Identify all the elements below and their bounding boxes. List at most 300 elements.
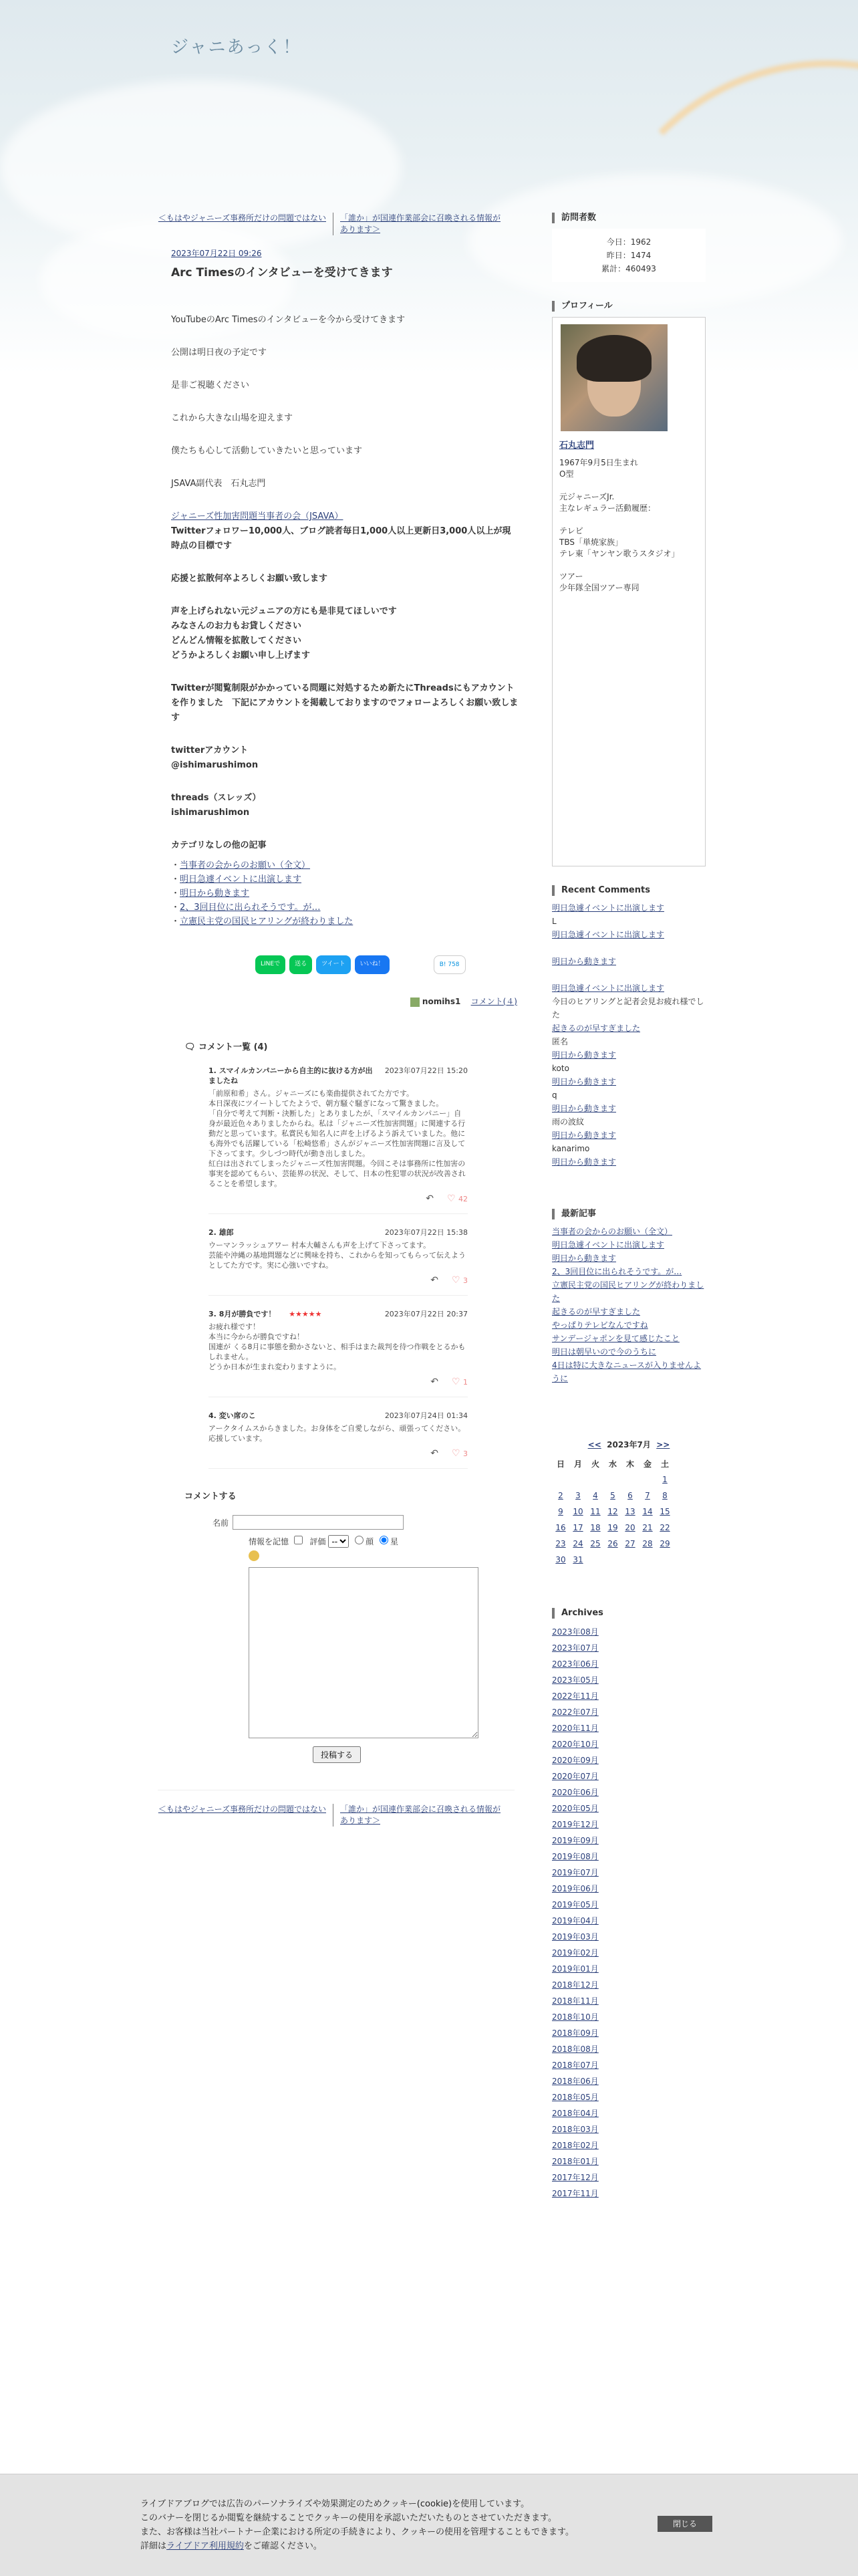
calendar-day[interactable] bbox=[639, 1520, 656, 1536]
comment-name: スマイルカンパニーから自主的に抜ける方が出ましたね bbox=[208, 1066, 373, 1085]
comment-date: 2023年07月22日 20:37 bbox=[384, 1310, 468, 1318]
recent-comment-author: kanarimo bbox=[552, 1144, 590, 1153]
calendar-day-number[interactable]: 29 bbox=[660, 1539, 670, 1548]
latest-link[interactable]: サンデージャポンを見て感じたこと bbox=[552, 1334, 680, 1343]
comment-text: ウーマンラッシュアワー 村本大輔さんも声を上げて下さってます。 芸能や沖縄の基地問題などに興味を持ち、これからを知ってもらって伝えようとしてた方です。実に心強いですね。 bbox=[208, 1241, 466, 1270]
archive-entry bbox=[552, 2025, 706, 2041]
bottom-pager bbox=[158, 1790, 515, 1827]
latest-entry bbox=[552, 1238, 706, 1252]
calendar-day bbox=[621, 1552, 639, 1568]
latest-entry bbox=[552, 1318, 706, 1332]
related-link[interactable]: 明日から動きます bbox=[180, 889, 250, 899]
calendar-day-number[interactable]: 8 bbox=[662, 1491, 668, 1500]
calendar-day[interactable] bbox=[621, 1504, 639, 1520]
calendar-day-number[interactable]: 24 bbox=[573, 1539, 583, 1548]
comment-count-link[interactable]: コメント(４) bbox=[470, 997, 517, 1006]
calendar-day bbox=[552, 1472, 569, 1488]
recent-comment-entry bbox=[552, 928, 706, 941]
article-bold-block: 声を上げられない元ジュニアの方にも是非見てほしいです みなさんのお力もお貸しください どんどん情報を拡散してください どうかよろしくお願い申し上げます bbox=[171, 606, 397, 661]
archive-entry bbox=[552, 2073, 706, 2089]
comment-actions bbox=[208, 1194, 468, 1204]
archive-entry bbox=[552, 1833, 706, 1849]
comment-text: 「前原和希」さん。ジャニーズにも楽曲提供されてた方です。 本日深夜にツイートしてたようで、朝方騒ぐ騒ぎになって驚きました。 「自分で考えて判断・決断した」とありましたが、「スマイルカンパニー」自身が最近色々ありましたからね。私は「ジャニーズ性加害問題」に関連する行動だと思っています。私賞民も知名人に声を上げるよう訴えていました。他にも海外でも活躍している「松崎悠希」さんがジャニーズ性加害問題に言及して下さってます。少しづつ時代が動き出しました。 紅白は出されてしまったジャニーズ性加害問題。今回こそは事務所に性加害の事実を認めてもらい、芸能界の状況、そして、日本の性犯罪の状況が改善されることを希望します。 bbox=[208, 1089, 466, 1188]
related-link[interactable]: 明日急遽イベントに出演します bbox=[180, 874, 302, 885]
latest-entry bbox=[552, 1265, 706, 1278]
archive-entry bbox=[552, 2137, 706, 2153]
archive-link[interactable]: 2019年07月 bbox=[552, 1868, 599, 1877]
latest-entry bbox=[552, 1345, 706, 1359]
archive-link[interactable]: 2022年11月 bbox=[552, 1691, 599, 1701]
line-send-button[interactable]: 送る bbox=[289, 955, 312, 974]
cookie-line-4-post: をご確認ください。 bbox=[243, 2541, 322, 2551]
calendar-day[interactable] bbox=[656, 1472, 674, 1488]
share-buttons bbox=[171, 955, 519, 974]
archive-link[interactable]: 2018年04月 bbox=[552, 2109, 599, 2118]
recent-comment-link[interactable]: 明日から動きます bbox=[552, 1050, 617, 1060]
archive-link[interactable]: 2020年09月 bbox=[552, 1756, 599, 1765]
calendar-day-number[interactable]: 14 bbox=[642, 1507, 653, 1516]
calendar-day[interactable] bbox=[604, 1520, 621, 1536]
archive-entry bbox=[552, 1688, 706, 1704]
archive-entry bbox=[552, 1640, 706, 1656]
recent-comment-link[interactable]: 明日から動きます bbox=[552, 957, 617, 966]
calendar-day[interactable] bbox=[639, 1504, 656, 1520]
calendar-weekday: 月 bbox=[573, 1459, 582, 1469]
calendar-day-number[interactable]: 15 bbox=[660, 1507, 670, 1516]
site-title[interactable]: ジャニあっく！ bbox=[171, 37, 302, 57]
calendar-day-number[interactable]: 22 bbox=[660, 1523, 670, 1532]
archive-link[interactable]: 2018年09月 bbox=[552, 2028, 599, 2038]
comment-header bbox=[208, 1411, 468, 1421]
recent-comment-entry bbox=[552, 968, 706, 981]
comment-item bbox=[208, 1066, 468, 1214]
tweet-button[interactable]: ツイート bbox=[316, 955, 351, 974]
archive-link[interactable]: 2018年12月 bbox=[552, 1980, 599, 1990]
prev-article-link-bottom[interactable]: ＜もはやジャニーズ事務所だけの問題ではない bbox=[158, 1804, 326, 1814]
article-paragraph: JSAVA副代表 石丸志門 bbox=[171, 479, 266, 489]
recent-comment-link[interactable]: 明日急遽イベントに出演します bbox=[552, 983, 665, 993]
star-label: 星 bbox=[390, 1537, 399, 1546]
archive-link[interactable]: 2018年01月 bbox=[552, 2157, 599, 2166]
comment-textarea[interactable] bbox=[249, 1567, 478, 1738]
archive-entry bbox=[552, 1977, 706, 1993]
latest-link[interactable]: 4日は特に大きなニュースが入りませんように bbox=[552, 1361, 702, 1383]
archive-link[interactable]: 2019年02月 bbox=[552, 1948, 599, 1958]
latest-link[interactable]: 立憲民主党の国民ヒアリングが終わりました bbox=[552, 1280, 704, 1303]
archive-entry bbox=[552, 2170, 706, 2186]
calendar-day[interactable] bbox=[656, 1504, 674, 1520]
calendar-day-number[interactable]: 11 bbox=[590, 1507, 601, 1516]
archive-link[interactable]: 2019年01月 bbox=[552, 1964, 599, 1974]
recent-comment-entry bbox=[552, 1035, 706, 1048]
comment-stars: ★★★★★ bbox=[289, 1310, 322, 1318]
calendar-day[interactable] bbox=[604, 1504, 621, 1520]
calendar-day[interactable] bbox=[587, 1520, 604, 1536]
comment-name: 8月が勝負です！ bbox=[219, 1310, 276, 1318]
calendar-day-number[interactable]: 5 bbox=[610, 1491, 615, 1500]
recent-comment-link[interactable]: 明日から動きます bbox=[552, 1131, 617, 1140]
comment-date: 2023年07月22日 15:38 bbox=[384, 1228, 468, 1237]
recent-comment-link[interactable]: 明日急遽イベントに出演します bbox=[552, 930, 665, 939]
archive-link[interactable]: 2019年09月 bbox=[552, 1836, 599, 1845]
latest-link[interactable]: 起きるのが早すぎました bbox=[552, 1307, 641, 1316]
calendar-day[interactable] bbox=[569, 1552, 587, 1568]
rating-select[interactable] bbox=[328, 1535, 349, 1548]
calendar-day[interactable] bbox=[552, 1504, 569, 1520]
latest-entry bbox=[552, 1225, 706, 1238]
hatena-bookmark-button[interactable]: B! 758 bbox=[434, 955, 466, 974]
name-label: 名前 bbox=[212, 1518, 229, 1528]
archive-link[interactable]: 2017年11月 bbox=[552, 2189, 599, 2198]
related-item: ・明日から動きます bbox=[171, 889, 250, 899]
recent-comment-link[interactable]: 明日から動きます bbox=[552, 1104, 617, 1113]
recent-comment-entry bbox=[552, 1022, 706, 1035]
archive-link[interactable]: 2020年11月 bbox=[552, 1724, 599, 1733]
calendar-day-number[interactable]: 19 bbox=[607, 1523, 618, 1532]
calendar-table bbox=[552, 1455, 674, 1568]
calendar-day[interactable] bbox=[656, 1520, 674, 1536]
calendar-day[interactable] bbox=[552, 1488, 569, 1504]
calendar-day bbox=[587, 1472, 604, 1488]
comment-form bbox=[202, 1515, 515, 1763]
recent-comment-entry bbox=[552, 995, 706, 1022]
archive-entry bbox=[552, 2121, 706, 2137]
visits-total: 累計：460493 bbox=[601, 264, 656, 273]
article-bold-block: threads（スレッズ） ishimarushimon bbox=[171, 793, 261, 818]
calendar-weekday: 日 bbox=[556, 1459, 565, 1469]
calendar-day-number[interactable]: 13 bbox=[625, 1507, 635, 1516]
calendar-day bbox=[604, 1552, 621, 1568]
archive-link[interactable]: 2019年06月 bbox=[552, 1884, 599, 1893]
archive-link[interactable]: 2019年03月 bbox=[552, 1932, 599, 1942]
comment-actions bbox=[208, 1276, 468, 1286]
recent-comment-entry bbox=[552, 1102, 706, 1115]
archive-link[interactable]: 2018年02月 bbox=[552, 2141, 599, 2150]
archive-link[interactable]: 2020年10月 bbox=[552, 1740, 599, 1749]
comment-date: 2023年07月22日 15:20 bbox=[384, 1066, 468, 1075]
calendar-day-number[interactable]: 27 bbox=[625, 1539, 635, 1548]
recent-comment-link[interactable]: 起きるのが早すぎました bbox=[552, 1024, 641, 1033]
submit-comment-button[interactable]: 投稿する bbox=[313, 1746, 361, 1763]
calendar-day-number[interactable]: 2 bbox=[558, 1491, 563, 1500]
related-list bbox=[171, 858, 519, 929]
recent-comment-link[interactable]: 明日から動きます bbox=[552, 1157, 617, 1167]
like-count: 3 bbox=[463, 1276, 468, 1285]
line-share-button[interactable]: LINEで bbox=[255, 955, 285, 974]
archive-link[interactable]: 2019年12月 bbox=[552, 1820, 599, 1829]
archive-link[interactable]: 2019年08月 bbox=[552, 1852, 599, 1861]
calendar-day[interactable] bbox=[656, 1488, 674, 1504]
archive-link[interactable]: 2019年04月 bbox=[552, 1916, 599, 1925]
latest-link[interactable]: 2、3回目位に出られそうです。が… bbox=[552, 1267, 682, 1276]
profile-avatar[interactable] bbox=[561, 324, 668, 431]
comment-name: 雄郎 bbox=[219, 1228, 234, 1237]
calendar-day[interactable] bbox=[621, 1488, 639, 1504]
calendar-day[interactable] bbox=[569, 1520, 587, 1536]
archive-link[interactable]: 2023年07月 bbox=[552, 1643, 599, 1653]
archive-link[interactable]: 2022年07月 bbox=[552, 1708, 599, 1717]
calendar-day[interactable] bbox=[569, 1504, 587, 1520]
latest-link[interactable]: やっぱりテレビなんですね bbox=[552, 1320, 648, 1330]
calendar-day-number[interactable]: 18 bbox=[590, 1523, 601, 1532]
comment-header bbox=[208, 1066, 468, 1086]
archive-link[interactable]: 2020年07月 bbox=[552, 1772, 599, 1781]
calendar-day bbox=[656, 1552, 674, 1568]
remember-checkbox[interactable] bbox=[294, 1536, 303, 1544]
archive-link[interactable]: 2023年06月 bbox=[552, 1659, 599, 1669]
calendar-day-number[interactable]: 16 bbox=[555, 1523, 566, 1532]
archive-entry bbox=[552, 1993, 706, 2009]
recent-comment-entry bbox=[552, 1142, 706, 1155]
author-icon bbox=[410, 998, 420, 1007]
archive-link[interactable]: 2020年06月 bbox=[552, 1788, 599, 1797]
calendar-day-number[interactable]: 10 bbox=[573, 1507, 583, 1516]
article-bold-block: 応援と拡散何卒よろしくお願い致します bbox=[171, 574, 328, 584]
calendar-day[interactable] bbox=[587, 1488, 604, 1504]
name-input[interactable] bbox=[233, 1515, 404, 1530]
top-pager bbox=[158, 213, 515, 235]
article-bold-block: twitterアカウント @ishimarushimon bbox=[171, 745, 259, 770]
calendar-day[interactable] bbox=[639, 1536, 656, 1552]
recent-comment-entry bbox=[552, 1155, 706, 1169]
calendar-day-number[interactable]: 7 bbox=[645, 1491, 650, 1500]
archive-entry bbox=[552, 1945, 706, 1961]
face-label: 顔 bbox=[366, 1537, 374, 1546]
calendar-day[interactable] bbox=[621, 1520, 639, 1536]
heart-icon[interactable]: ♡ bbox=[451, 1275, 460, 1286]
archive-entry bbox=[552, 2153, 706, 2170]
comment-number: 1. bbox=[208, 1066, 217, 1075]
comment-actions bbox=[208, 1449, 468, 1459]
comments-heading-text: コメント一覧 (4) bbox=[198, 1042, 268, 1052]
archive-entry bbox=[552, 1913, 706, 1929]
article-date[interactable]: 2023年07月22日 09:26 bbox=[171, 249, 262, 258]
recent-comment-entry bbox=[552, 901, 706, 915]
prev-article-link[interactable]: ＜もはやジャニーズ事務所だけの問題ではない bbox=[158, 213, 326, 223]
recent-comment-entry bbox=[552, 955, 706, 968]
calendar-day[interactable] bbox=[569, 1536, 587, 1552]
calendar-day-number[interactable]: 3 bbox=[575, 1491, 581, 1500]
reply-icon[interactable]: ↶ bbox=[430, 1377, 438, 1387]
latest-entry bbox=[552, 1278, 706, 1305]
recent-comment-author: 雨の波紋 bbox=[552, 1117, 585, 1127]
archive-link[interactable]: 2018年03月 bbox=[552, 2125, 599, 2134]
related-link[interactable]: 立憲民主党の国民ヒアリングが終わりました bbox=[180, 917, 353, 927]
comment-list bbox=[158, 1066, 515, 1469]
calendar-day-number[interactable]: 21 bbox=[642, 1523, 653, 1532]
archive-entry bbox=[552, 1929, 706, 1945]
recent-comment-author: 今日のヒアリングと記者会見お疲れ様でした bbox=[552, 997, 704, 1020]
reply-icon[interactable]: ↶ bbox=[430, 1275, 438, 1286]
comment-title bbox=[208, 1309, 376, 1319]
calendar-day-number[interactable]: 28 bbox=[642, 1539, 653, 1548]
latest-entry bbox=[552, 1332, 706, 1345]
heart-icon[interactable]: ♡ bbox=[451, 1448, 460, 1459]
archive-entry bbox=[552, 1800, 706, 1817]
cookie-close-button[interactable]: 閉じる bbox=[658, 2516, 712, 2532]
article-paragraph: 公開は明日夜の予定です bbox=[171, 348, 267, 358]
author-name[interactable]: nomihs1 bbox=[422, 997, 461, 1006]
article-paragraph: これから大きな山場を迎えます bbox=[171, 413, 293, 423]
recent-comment-entry bbox=[552, 981, 706, 995]
archive-entry bbox=[552, 1849, 706, 1865]
calendar-day-number[interactable]: 26 bbox=[607, 1539, 618, 1548]
archive-link[interactable]: 2017年12月 bbox=[552, 2173, 599, 2182]
calendar-day[interactable] bbox=[656, 1536, 674, 1552]
visits-yesterday: 昨日：1474 bbox=[606, 251, 652, 260]
speech-bubble-icon: 🗨 bbox=[184, 1042, 196, 1052]
star-radio[interactable] bbox=[380, 1536, 388, 1544]
archive-entry bbox=[552, 1897, 706, 1913]
calendar-day bbox=[587, 1552, 604, 1568]
terms-link[interactable]: ライブドア利用規約 bbox=[166, 2541, 244, 2551]
archive-link[interactable]: 2018年10月 bbox=[552, 2012, 599, 2022]
comment-text: お疲れ様です！ 本当に今からが勝負ですね！ 国連が くる8月に事態を動かさないと、相手はまた裁判を待つ作戦をとるかもしれません。 どうか日本が生まれ変わりますように。 bbox=[208, 1322, 466, 1371]
profile-name[interactable]: 石丸志門 bbox=[559, 441, 595, 451]
related-item: ・2、3回目位に出られそうです。が… bbox=[171, 903, 321, 913]
facebook-like-button[interactable]: いいね！ bbox=[355, 955, 390, 974]
calendar-day-number[interactable]: 1 bbox=[662, 1475, 668, 1484]
heart-icon[interactable]: ♡ bbox=[451, 1377, 460, 1387]
archives-heading: Archives bbox=[552, 1608, 706, 1619]
calendar-day[interactable] bbox=[604, 1536, 621, 1552]
archive-link[interactable]: 2020年05月 bbox=[552, 1804, 599, 1813]
recent-comment-entry bbox=[552, 941, 706, 955]
latest-link[interactable]: 明日から動きます bbox=[552, 1254, 617, 1263]
calendar-day-number[interactable]: 4 bbox=[593, 1491, 598, 1500]
comment-actions bbox=[208, 1377, 468, 1387]
calendar-day-number[interactable]: 17 bbox=[573, 1523, 583, 1532]
calendar-day-number[interactable]: 31 bbox=[573, 1555, 583, 1564]
calendar-day[interactable] bbox=[587, 1504, 604, 1520]
recent-comment-entry bbox=[552, 1048, 706, 1062]
calendar-weekday: 火 bbox=[591, 1459, 599, 1469]
recent-comment-author: koto bbox=[552, 1064, 569, 1073]
recent-comment-link[interactable]: 明日急遽イベントに出演します bbox=[552, 903, 665, 913]
calendar-prev[interactable]: << bbox=[587, 1440, 601, 1449]
calendar-day-number[interactable]: 6 bbox=[627, 1491, 633, 1500]
calendar-day[interactable] bbox=[569, 1488, 587, 1504]
archive-link[interactable]: 2018年05月 bbox=[552, 2093, 599, 2102]
archive-link[interactable]: 2023年08月 bbox=[552, 1627, 599, 1637]
calendar-day-number[interactable]: 25 bbox=[590, 1539, 601, 1548]
recent-comments-heading: Recent Comments bbox=[552, 885, 706, 896]
cookie-line-1: ライブドアブログでは広告のパーソナライズや効果測定のためクッキー(cookie)を使用しています。 bbox=[140, 2499, 530, 2509]
recent-comment-entry bbox=[552, 1115, 706, 1129]
calendar-day[interactable] bbox=[552, 1536, 569, 1552]
comments-heading bbox=[158, 1040, 515, 1052]
calendar-day[interactable] bbox=[621, 1536, 639, 1552]
org-link[interactable]: ジャニーズ性加害問題当事者の会（JSAVA） bbox=[171, 511, 343, 521]
archive-link[interactable]: 2018年11月 bbox=[552, 1996, 599, 2006]
remember-label: 情報を記憶 bbox=[249, 1537, 289, 1546]
calendar-day-number[interactable]: 23 bbox=[555, 1539, 566, 1548]
profile-heading: プロフィール bbox=[552, 301, 706, 312]
article-title[interactable]: Arc Timesのインタビューを受けてきます bbox=[171, 266, 393, 279]
visits-heading: 訪問者数 bbox=[552, 213, 706, 223]
comment-number: 4. bbox=[208, 1411, 217, 1420]
related-link[interactable]: 当事者の会からのお願い（全文） bbox=[180, 860, 311, 870]
recent-comment-entry bbox=[552, 915, 706, 928]
calendar-day bbox=[621, 1472, 639, 1488]
calendar-month: 2023年7月 bbox=[607, 1440, 651, 1449]
latest-entry bbox=[552, 1359, 706, 1385]
calendar-weekday: 木 bbox=[625, 1459, 634, 1469]
comment-title bbox=[208, 1066, 376, 1086]
article-paragraph: 是非ご視聴ください bbox=[171, 380, 250, 390]
reply-icon[interactable]: ↶ bbox=[430, 1448, 438, 1459]
like-count: 1 bbox=[463, 1378, 468, 1387]
calendar-day[interactable] bbox=[552, 1552, 569, 1568]
calendar-day[interactable] bbox=[604, 1488, 621, 1504]
archive-link[interactable]: 2023年05月 bbox=[552, 1675, 599, 1685]
like-count: 3 bbox=[463, 1449, 468, 1458]
archive-link[interactable]: 2018年07月 bbox=[552, 2061, 599, 2070]
archive-entry bbox=[552, 2057, 706, 2073]
latest-link[interactable]: 明日急遽イベントに出演します bbox=[552, 1240, 665, 1250]
archive-entry bbox=[552, 1865, 706, 1881]
archive-entry bbox=[552, 2186, 706, 2202]
recent-comment-author: q bbox=[552, 1090, 557, 1100]
calendar-weekday: 金 bbox=[643, 1459, 652, 1469]
calendar-day bbox=[569, 1472, 587, 1488]
next-article-link[interactable]: 「誰か」が国連作業部会に召喚される情報があります＞ bbox=[340, 213, 501, 234]
calendar-next[interactable]: >> bbox=[656, 1440, 670, 1449]
latest-link[interactable]: 明日は朝早いので今のうちに bbox=[552, 1347, 657, 1357]
related-link[interactable]: 2、3回目位に出られそうです。が… bbox=[180, 903, 321, 913]
comment-item bbox=[208, 1411, 468, 1469]
article-bold-block: Twitterが閲覧制限がかかっている問題に対処するため新たにThreadsにもアカウントを作りました 下記にアカウントを掲載しておりますのでフォローよろしくお願い致します bbox=[171, 683, 519, 723]
comment-date: 2023年07月24日 01:34 bbox=[384, 1411, 468, 1420]
calendar-day[interactable] bbox=[587, 1536, 604, 1552]
article-bold-block: Twitterフォロワー10,000人、ブログ読者毎日1,000人以上更新日3,000人以上が現時点の目標です bbox=[171, 526, 511, 551]
archive-entry bbox=[552, 2089, 706, 2105]
archive-entry bbox=[552, 1736, 706, 1752]
calendar-day bbox=[639, 1472, 656, 1488]
cookie-line-2: このバナーを閉じるか閲覧を継続することでクッキーの使用を承認いただいたものとさせていただきます。 bbox=[140, 2513, 557, 2523]
face-radio[interactable] bbox=[355, 1536, 364, 1544]
calendar-day[interactable] bbox=[639, 1488, 656, 1504]
reply-icon[interactable]: ↶ bbox=[426, 1193, 434, 1204]
comment-number: 2. bbox=[208, 1228, 217, 1237]
heart-icon[interactable]: ♡ bbox=[446, 1193, 456, 1204]
like-count: 42 bbox=[458, 1195, 468, 1203]
calendar-day-number[interactable]: 12 bbox=[607, 1507, 618, 1516]
archive-entry bbox=[552, 1672, 706, 1688]
recent-comment-entry bbox=[552, 1075, 706, 1088]
calendar-day-number[interactable]: 20 bbox=[625, 1523, 635, 1532]
calendar-day[interactable] bbox=[552, 1520, 569, 1536]
comment-title bbox=[208, 1227, 376, 1238]
archive-link[interactable]: 2018年08月 bbox=[552, 2044, 599, 2054]
article-paragraph: YouTubeのArc Timesのインタビューを今から受けてきます bbox=[171, 315, 406, 325]
next-article-link-bottom[interactable]: 「誰か」が国連作業部会に召喚される情報があります＞ bbox=[340, 1804, 501, 1825]
comment-item bbox=[208, 1309, 468, 1397]
calendar-day-number[interactable]: 30 bbox=[555, 1555, 566, 1564]
archive-link[interactable]: 2019年05月 bbox=[552, 1900, 599, 1909]
recent-comment-link[interactable]: 明日から動きます bbox=[552, 1077, 617, 1086]
archive-entry bbox=[552, 1817, 706, 1833]
latest-link[interactable]: 当事者の会からのお願い（全文） bbox=[552, 1227, 673, 1236]
rating-label: 評価 bbox=[309, 1537, 326, 1546]
calendar-day-number[interactable]: 9 bbox=[558, 1507, 563, 1516]
archive-entry bbox=[552, 1752, 706, 1768]
recent-comment-author: 匿名 bbox=[552, 1037, 569, 1046]
comment-item bbox=[208, 1227, 468, 1296]
archive-link[interactable]: 2018年06月 bbox=[552, 2077, 599, 2086]
visits-today: 今日：1962 bbox=[606, 237, 652, 247]
emoji-icon[interactable] bbox=[249, 1550, 259, 1561]
